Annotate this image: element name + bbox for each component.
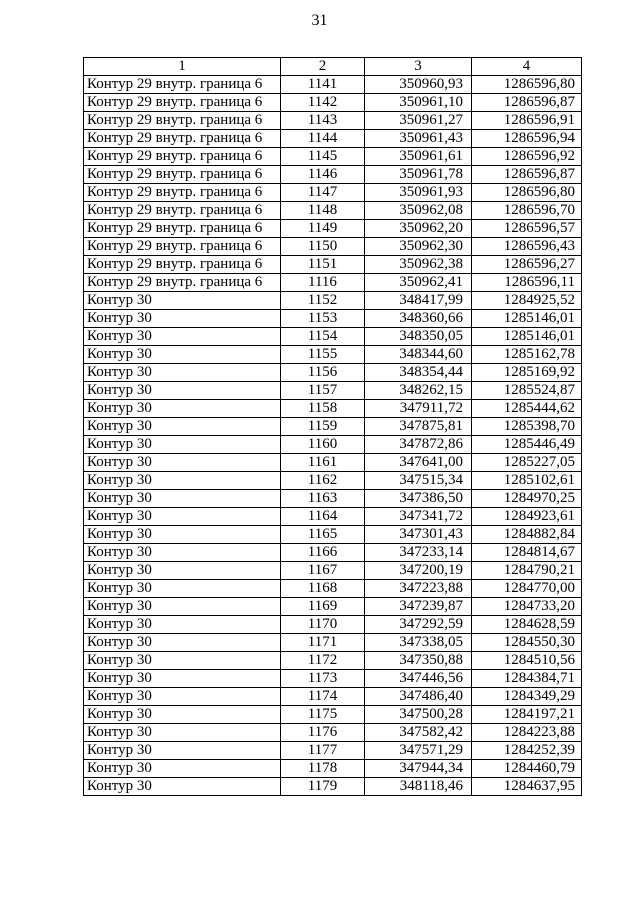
contour-name-cell: Контур 30	[84, 562, 281, 580]
y-coordinate-cell: 1286596,80	[472, 76, 582, 94]
point-number-cell: 1179	[281, 778, 365, 796]
point-number-cell: 1147	[281, 184, 365, 202]
point-number-cell: 1161	[281, 454, 365, 472]
x-coordinate-cell: 347338,05	[365, 634, 472, 652]
point-number-cell: 1170	[281, 616, 365, 634]
y-coordinate-cell: 1284814,67	[472, 544, 582, 562]
table-row	[84, 400, 582, 418]
point-number-cell: 1175	[281, 706, 365, 724]
table-header-row	[84, 58, 582, 76]
table-row	[84, 634, 582, 652]
contour-name-cell: Контур 30	[84, 346, 281, 364]
y-coordinate-cell: 1285162,78	[472, 346, 582, 364]
y-coordinate-cell: 1284733,20	[472, 598, 582, 616]
page-number: 31	[311, 12, 328, 29]
contour-name-cell: Контур 30	[84, 724, 281, 742]
table-row	[84, 220, 582, 238]
contour-name-cell: Контур 30	[84, 688, 281, 706]
point-number-cell: 1164	[281, 508, 365, 526]
x-coordinate-cell: 347875,81	[365, 418, 472, 436]
x-coordinate-cell: 347223,88	[365, 580, 472, 598]
contour-name-cell: Контур 30	[84, 616, 281, 634]
point-number-cell: 1145	[281, 148, 365, 166]
contour-name-cell: Контур 29 внутр. граница 6	[84, 94, 281, 112]
table-row	[84, 202, 582, 220]
table-row	[84, 166, 582, 184]
y-coordinate-cell: 1284925,52	[472, 292, 582, 310]
x-coordinate-cell: 350961,61	[365, 148, 472, 166]
x-coordinate-cell: 350961,43	[365, 130, 472, 148]
contour-name-cell: Контур 30	[84, 706, 281, 724]
x-coordinate-cell: 347486,40	[365, 688, 472, 706]
table-row	[84, 652, 582, 670]
contour-name-cell: Контур 30	[84, 310, 281, 328]
contour-name-cell: Контур 30	[84, 454, 281, 472]
point-number-cell: 1158	[281, 400, 365, 418]
y-coordinate-cell: 1284790,21	[472, 562, 582, 580]
table-row	[84, 274, 582, 292]
column-header: 3	[365, 58, 472, 76]
y-coordinate-cell: 1285398,70	[472, 418, 582, 436]
x-coordinate-cell: 348354,44	[365, 364, 472, 382]
point-number-cell: 1169	[281, 598, 365, 616]
x-coordinate-cell: 350962,38	[365, 256, 472, 274]
x-coordinate-cell: 350961,93	[365, 184, 472, 202]
contour-name-cell: Контур 29 внутр. граница 6	[84, 166, 281, 184]
table-row	[84, 670, 582, 688]
y-coordinate-cell: 1286596,91	[472, 112, 582, 130]
point-number-cell: 1141	[281, 76, 365, 94]
x-coordinate-cell: 350961,27	[365, 112, 472, 130]
table-row	[84, 328, 582, 346]
point-number-cell: 1172	[281, 652, 365, 670]
contour-name-cell: Контур 30	[84, 472, 281, 490]
table-row	[84, 418, 582, 436]
contour-name-cell: Контур 30	[84, 652, 281, 670]
point-number-cell: 1146	[281, 166, 365, 184]
x-coordinate-cell: 350960,93	[365, 76, 472, 94]
y-coordinate-cell: 1285227,05	[472, 454, 582, 472]
contour-name-cell: Контур 29 внутр. граница 6	[84, 220, 281, 238]
x-coordinate-cell: 347341,72	[365, 508, 472, 526]
x-coordinate-cell: 348350,05	[365, 328, 472, 346]
y-coordinate-cell: 1284349,29	[472, 688, 582, 706]
x-coordinate-cell: 347292,59	[365, 616, 472, 634]
x-coordinate-cell: 347301,43	[365, 526, 472, 544]
contour-name-cell: Контур 29 внутр. граница 6	[84, 274, 281, 292]
point-number-cell: 1116	[281, 274, 365, 292]
contour-name-cell: Контур 30	[84, 508, 281, 526]
y-coordinate-cell: 1284770,00	[472, 580, 582, 598]
point-number-cell: 1149	[281, 220, 365, 238]
table-row	[84, 508, 582, 526]
table-row	[84, 724, 582, 742]
contour-name-cell: Контур 30	[84, 382, 281, 400]
point-number-cell: 1157	[281, 382, 365, 400]
y-coordinate-cell: 1284923,61	[472, 508, 582, 526]
x-coordinate-cell: 347200,19	[365, 562, 472, 580]
point-number-cell: 1163	[281, 490, 365, 508]
contour-name-cell: Контур 30	[84, 328, 281, 346]
contour-name-cell: Контур 30	[84, 778, 281, 796]
x-coordinate-cell: 347500,28	[365, 706, 472, 724]
table-row	[84, 778, 582, 796]
y-coordinate-cell: 1284197,21	[472, 706, 582, 724]
x-coordinate-cell: 348360,66	[365, 310, 472, 328]
y-coordinate-cell: 1286596,43	[472, 238, 582, 256]
contour-name-cell: Контур 29 внутр. граница 6	[84, 238, 281, 256]
y-coordinate-cell: 1284460,79	[472, 760, 582, 778]
contour-name-cell: Контур 30	[84, 526, 281, 544]
table-row	[84, 292, 582, 310]
contour-name-cell: Контур 30	[84, 292, 281, 310]
point-number-cell: 1156	[281, 364, 365, 382]
point-number-cell: 1160	[281, 436, 365, 454]
contour-name-cell: Контур 30	[84, 598, 281, 616]
x-coordinate-cell: 347582,42	[365, 724, 472, 742]
point-number-cell: 1151	[281, 256, 365, 274]
y-coordinate-cell: 1286596,57	[472, 220, 582, 238]
y-coordinate-cell: 1284637,95	[472, 778, 582, 796]
point-number-cell: 1155	[281, 346, 365, 364]
x-coordinate-cell: 347515,34	[365, 472, 472, 490]
point-number-cell: 1144	[281, 130, 365, 148]
contour-name-cell: Контур 30	[84, 490, 281, 508]
y-coordinate-cell: 1286596,27	[472, 256, 582, 274]
y-coordinate-cell: 1285444,62	[472, 400, 582, 418]
point-number-cell: 1176	[281, 724, 365, 742]
table-row	[84, 454, 582, 472]
contour-name-cell: Контур 29 внутр. граница 6	[84, 130, 281, 148]
table-row	[84, 742, 582, 760]
x-coordinate-cell: 348262,15	[365, 382, 472, 400]
column-header: 2	[281, 58, 365, 76]
y-coordinate-cell: 1284882,84	[472, 526, 582, 544]
point-number-cell: 1150	[281, 238, 365, 256]
x-coordinate-cell: 347446,56	[365, 670, 472, 688]
coordinates-table	[83, 57, 582, 796]
column-header: 4	[472, 58, 582, 76]
x-coordinate-cell: 348417,99	[365, 292, 472, 310]
table-row	[84, 490, 582, 508]
x-coordinate-cell: 347350,88	[365, 652, 472, 670]
contour-name-cell: Контур 30	[84, 364, 281, 382]
contour-name-cell: Контур 30	[84, 760, 281, 778]
y-coordinate-cell: 1285446,49	[472, 436, 582, 454]
point-number-cell: 1154	[281, 328, 365, 346]
table-row	[84, 598, 582, 616]
contour-name-cell: Контур 30	[84, 544, 281, 562]
x-coordinate-cell: 347641,00	[365, 454, 472, 472]
table-row	[84, 616, 582, 634]
table-row	[84, 760, 582, 778]
column-header: 1	[84, 58, 281, 76]
x-coordinate-cell: 350961,78	[365, 166, 472, 184]
y-coordinate-cell: 1285524,87	[472, 382, 582, 400]
contour-name-cell: Контур 30	[84, 436, 281, 454]
contour-name-cell: Контур 30	[84, 742, 281, 760]
contour-name-cell: Контур 29 внутр. граница 6	[84, 256, 281, 274]
point-number-cell: 1153	[281, 310, 365, 328]
y-coordinate-cell: 1284384,71	[472, 670, 582, 688]
table-row	[84, 436, 582, 454]
table-row	[84, 112, 582, 130]
point-number-cell: 1167	[281, 562, 365, 580]
point-number-cell: 1165	[281, 526, 365, 544]
point-number-cell: 1148	[281, 202, 365, 220]
contour-name-cell: Контур 29 внутр. граница 6	[84, 148, 281, 166]
y-coordinate-cell: 1286596,94	[472, 130, 582, 148]
table-row	[84, 184, 582, 202]
table-row	[84, 346, 582, 364]
point-number-cell: 1173	[281, 670, 365, 688]
y-coordinate-cell: 1285169,92	[472, 364, 582, 382]
y-coordinate-cell: 1285102,61	[472, 472, 582, 490]
table-row	[84, 130, 582, 148]
point-number-cell: 1177	[281, 742, 365, 760]
y-coordinate-cell: 1286596,87	[472, 94, 582, 112]
x-coordinate-cell: 347233,14	[365, 544, 472, 562]
y-coordinate-cell: 1285146,01	[472, 328, 582, 346]
y-coordinate-cell: 1286596,87	[472, 166, 582, 184]
point-number-cell: 1162	[281, 472, 365, 490]
point-number-cell: 1166	[281, 544, 365, 562]
point-number-cell: 1168	[281, 580, 365, 598]
x-coordinate-cell: 347944,34	[365, 760, 472, 778]
x-coordinate-cell: 347872,86	[365, 436, 472, 454]
contour-name-cell: Контур 30	[84, 634, 281, 652]
contour-name-cell: Контур 30	[84, 670, 281, 688]
contour-name-cell: Контур 30	[84, 400, 281, 418]
y-coordinate-cell: 1286596,70	[472, 202, 582, 220]
table-row	[84, 526, 582, 544]
y-coordinate-cell: 1284510,56	[472, 652, 582, 670]
contour-name-cell: Контур 29 внутр. граница 6	[84, 202, 281, 220]
contour-name-cell: Контур 29 внутр. граница 6	[84, 184, 281, 202]
table-row	[84, 544, 582, 562]
table-row	[84, 256, 582, 274]
table-row	[84, 580, 582, 598]
point-number-cell: 1174	[281, 688, 365, 706]
x-coordinate-cell: 347911,72	[365, 400, 472, 418]
y-coordinate-cell: 1284252,39	[472, 742, 582, 760]
y-coordinate-cell: 1284970,25	[472, 490, 582, 508]
x-coordinate-cell: 347386,50	[365, 490, 472, 508]
table-row	[84, 76, 582, 94]
y-coordinate-cell: 1285146,01	[472, 310, 582, 328]
x-coordinate-cell: 347239,87	[365, 598, 472, 616]
table-row	[84, 472, 582, 490]
table-row	[84, 238, 582, 256]
table-row	[84, 382, 582, 400]
point-number-cell: 1152	[281, 292, 365, 310]
y-coordinate-cell: 1286596,92	[472, 148, 582, 166]
x-coordinate-cell: 350962,30	[365, 238, 472, 256]
point-number-cell: 1171	[281, 634, 365, 652]
point-number-cell: 1178	[281, 760, 365, 778]
x-coordinate-cell: 348344,60	[365, 346, 472, 364]
table-row	[84, 706, 582, 724]
y-coordinate-cell: 1286596,11	[472, 274, 582, 292]
x-coordinate-cell: 350962,41	[365, 274, 472, 292]
y-coordinate-cell: 1284550,30	[472, 634, 582, 652]
point-number-cell: 1142	[281, 94, 365, 112]
contour-name-cell: Контур 29 внутр. граница 6	[84, 76, 281, 94]
x-coordinate-cell: 350962,20	[365, 220, 472, 238]
point-number-cell: 1143	[281, 112, 365, 130]
x-coordinate-cell: 350962,08	[365, 202, 472, 220]
table-body	[84, 76, 582, 796]
point-number-cell: 1159	[281, 418, 365, 436]
table-row	[84, 94, 582, 112]
contour-name-cell: Контур 29 внутр. граница 6	[84, 112, 281, 130]
table-row	[84, 562, 582, 580]
contour-name-cell: Контур 30	[84, 418, 281, 436]
y-coordinate-cell: 1284628,59	[472, 616, 582, 634]
y-coordinate-cell: 1284223,88	[472, 724, 582, 742]
table-row	[84, 364, 582, 382]
x-coordinate-cell: 350961,10	[365, 94, 472, 112]
x-coordinate-cell: 348118,46	[365, 778, 472, 796]
y-coordinate-cell: 1286596,80	[472, 184, 582, 202]
table-row	[84, 148, 582, 166]
table-row	[84, 688, 582, 706]
contour-name-cell: Контур 30	[84, 580, 281, 598]
x-coordinate-cell: 347571,29	[365, 742, 472, 760]
table-row	[84, 310, 582, 328]
